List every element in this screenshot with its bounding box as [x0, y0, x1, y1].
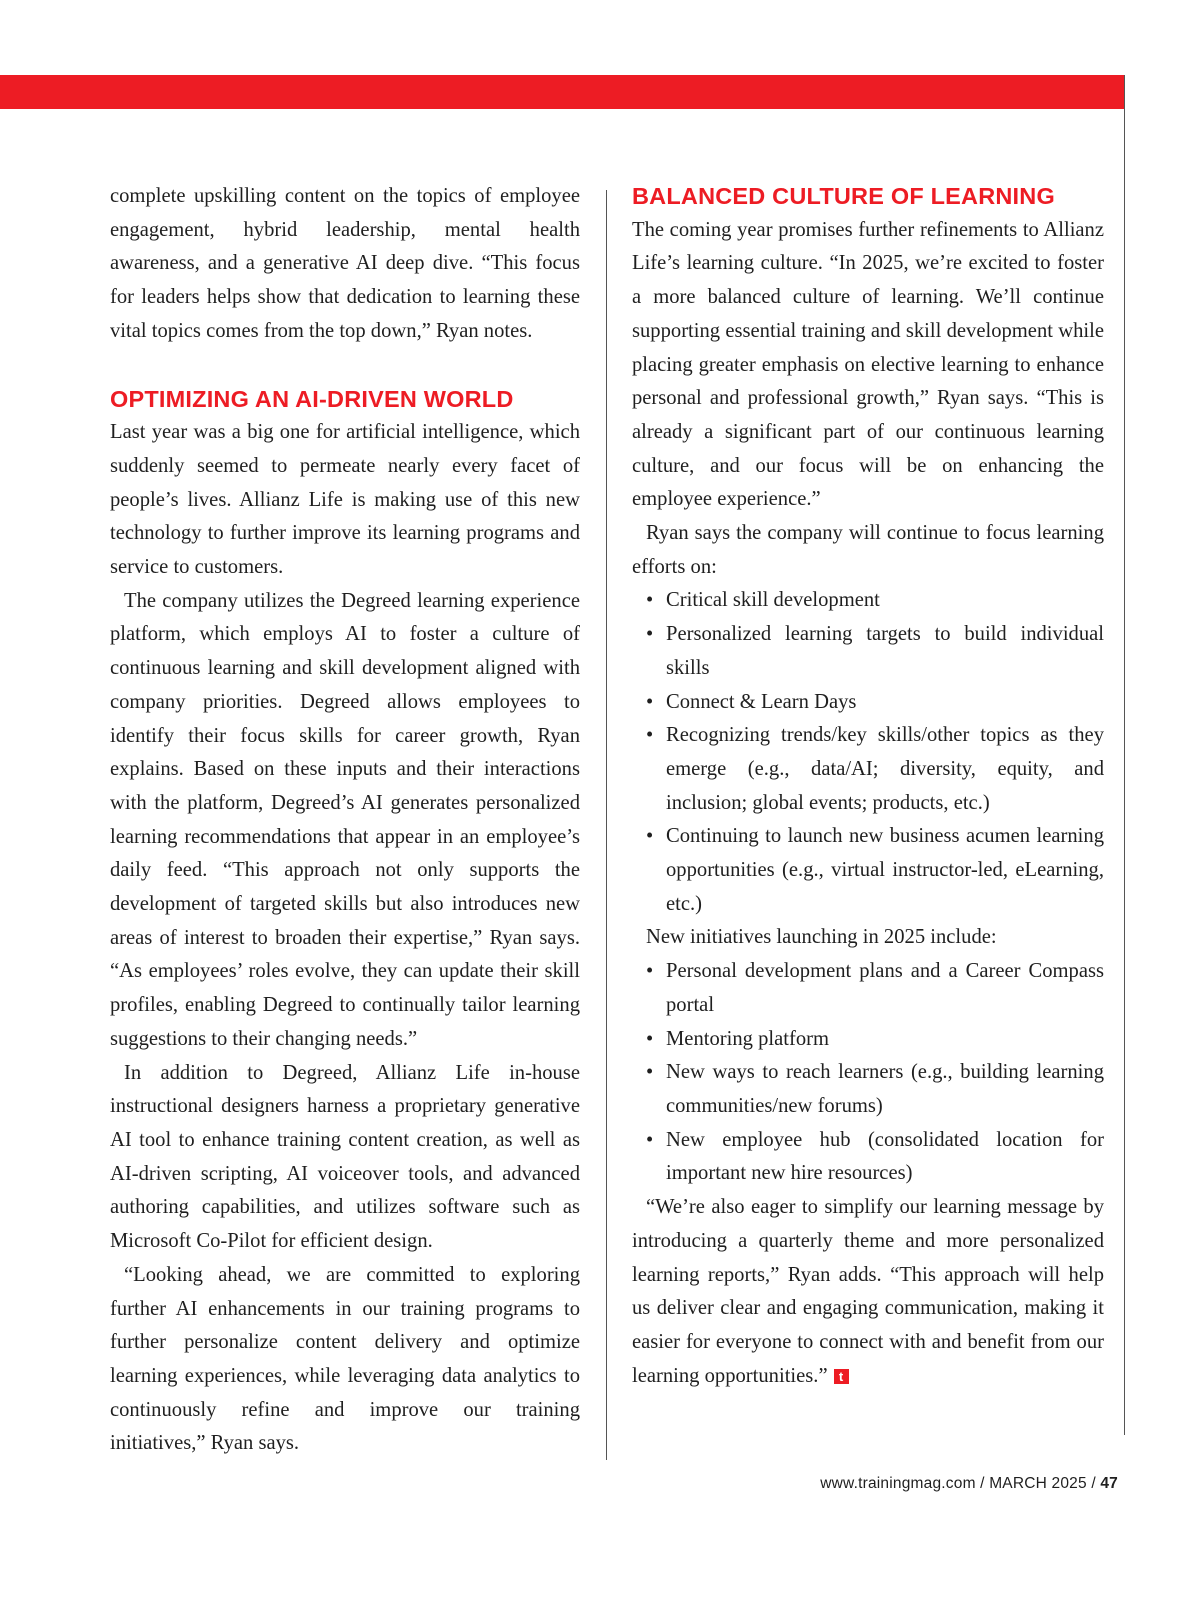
body-paragraph: In addition to Degreed, Allianz Life in-house instructional designers harness a proprietary generative AI tool to enhance training content creation, as well as AI-driven scripting, AI voiceover tools, and advanced authoring capabilities, and utilizes software such as Microsoft Co-Pilot for efficient design.	[110, 1061, 580, 1253]
intro-paragraph: complete upskilling content on the topics of employee engagement, hybrid leadership, mental health awareness, and a generative AI deep dive. “This focus for leaders helps show that dedication to learning these vital topics comes from the top down,” Ryan notes.	[110, 185, 580, 342]
bullet-icon: •	[646, 724, 654, 747]
bullet-icon: •	[646, 1061, 654, 1084]
bullet-icon: •	[646, 1027, 654, 1050]
bullet-icon: •	[646, 623, 654, 646]
list-item: • Recognizing trends/key skills/other topics as they emerge (e.g., data/AI; diversity, equity, and inclusion; global events; products, etc.)	[632, 719, 1104, 820]
column-divider	[606, 190, 607, 1460]
footer-text: www.trainingmag.com / MARCH 2025 /	[820, 1475, 1101, 1492]
list-item: • New employee hub (consolidated location for important new hire resources)	[632, 1124, 1104, 1191]
bullet-icon: •	[646, 690, 654, 713]
left-column	[110, 180, 580, 1461]
list-item: • New ways to reach learners (e.g., building learning communities/new forums)	[632, 1056, 1104, 1123]
list-item: • Mentoring platform	[632, 1023, 1104, 1057]
list-item: • Continuing to launch new business acumen learning opportunities (e.g., virtual instructor-led, eLearning, etc.)	[632, 820, 1104, 921]
body-paragraph: Last year was a big one for artificial intelligence, which suddenly seemed to permeate nearly every facet of people’s lives. Allianz Life is making use of this new technology to further improve its learning programs and service to customers.	[110, 421, 580, 579]
bullet-icon: •	[646, 589, 654, 612]
section-heading-culture: BALANCED CULTURE OF LEARNING	[632, 183, 1055, 209]
right-column	[632, 180, 1104, 1393]
page-footer	[820, 1475, 1118, 1493]
body-paragraph: New initiatives launching in 2025 include:	[646, 926, 997, 949]
body-paragraph: Ryan says the company will continue to focus learning efforts on:	[632, 522, 1104, 578]
end-mark-icon: t	[834, 1369, 849, 1384]
body-paragraph: The coming year promises further refinements to Allianz Life’s learning culture. “In 2025, we’re excited to foster a more balanced culture of learning. We’ll continue supporting essential training and skill development while placing greater emphasis on elective learning to enhance personal and professional growth,” Ryan says. “This is already a significant part of our continuous learning culture, and our focus will be on enhancing the employee experience.”	[632, 218, 1104, 511]
body-paragraph: The company utilizes the Degreed learning experience platform, which employs AI to foster a culture of continuous learning and skill development aligned with company priorities. Degreed allows employees to identify their focus skills for career growth, Ryan explains. Based on these inputs and their interactions with the platform, Degreed’s AI generates personalized learning recommendations that appear in an employee’s daily feed. “This approach not only supports the development of targeted skills but also introduces new areas of interest to broaden their expertise,” Ryan says. “As employees’ roles evolve, they can update their skill profiles, enabling Degreed to continually tailor learning suggestions to their changing needs.”	[110, 589, 580, 1050]
page-number: 47	[1100, 1475, 1118, 1492]
focus-list	[632, 584, 1104, 921]
bullet-icon: •	[646, 825, 654, 848]
list-item: • Critical skill development	[632, 584, 1104, 618]
initiatives-list	[632, 955, 1104, 1191]
section-heading-ai: OPTIMIZING AN AI-DRIVEN WORLD	[110, 385, 514, 412]
body-paragraph: “Looking ahead, we are committed to exploring further AI enhancements in our training programs to further personalize content delivery and optimize learning experiences, while leveraging data analytics to continuously refine and improve our training initiatives,” Ryan says.	[110, 1263, 580, 1455]
top-accent-bar	[0, 75, 1125, 109]
bullet-icon: •	[646, 960, 654, 983]
page-right-rule	[1124, 75, 1125, 1435]
bullet-icon: •	[646, 1128, 654, 1151]
list-item: • Personal development plans and a Career Compass portal	[632, 955, 1104, 1022]
list-item: • Personalized learning targets to build individual skills	[632, 618, 1104, 685]
list-item: • Connect & Learn Days	[632, 686, 1104, 720]
closing-paragraph: “We’re also eager to simplify our learning message by introducing a quarterly theme and more personalized learning reports,” Ryan adds. “This approach will help us deliver clear and engaging communication, making it easier for everyone to connect with and benefit from our learning opportunities.” t	[632, 1196, 1104, 1387]
